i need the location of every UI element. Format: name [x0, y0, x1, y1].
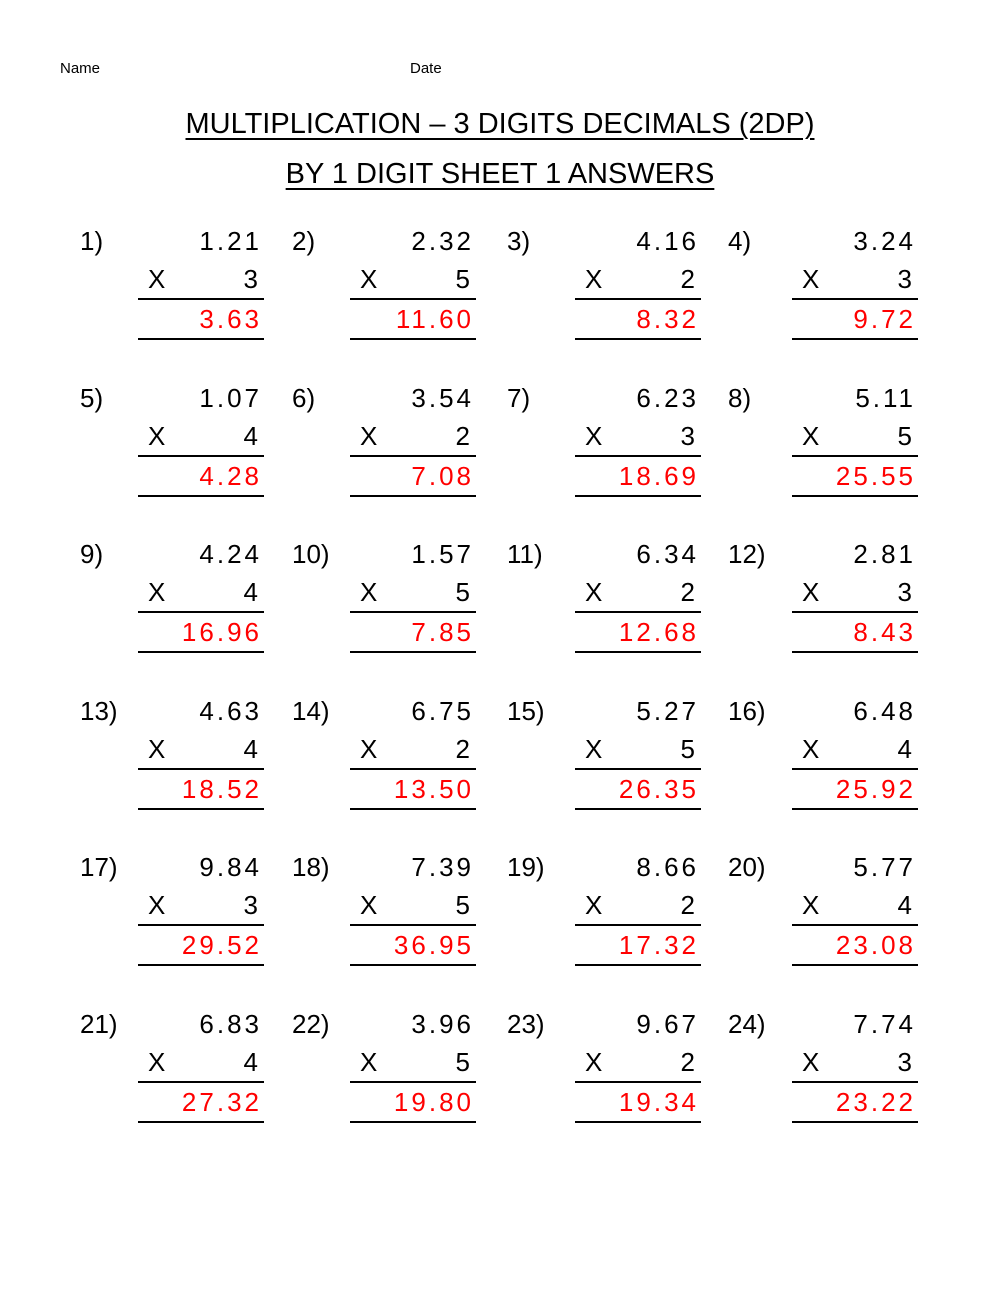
problem-number: 16) [728, 696, 766, 726]
multiplicand: 6.83 [199, 1009, 262, 1039]
multiplier: 2 [680, 1047, 695, 1077]
multiply-sign: X [360, 734, 378, 764]
multiplier-row [792, 421, 918, 457]
problem-number: 8) [728, 383, 752, 413]
multiplier: 2 [680, 264, 695, 294]
multiplicand: 9.84 [199, 852, 262, 882]
answer-row [575, 617, 701, 653]
answer: 9.72 [853, 304, 916, 334]
multiplier-row [350, 577, 476, 613]
answer: 26.35 [618, 774, 699, 804]
answer-row [138, 774, 264, 810]
multiplicand: 8.66 [636, 852, 699, 882]
multiplier: 4 [897, 890, 912, 920]
name-label: Name [60, 60, 101, 77]
multiplier-row [138, 421, 264, 457]
answer: 25.55 [835, 461, 916, 491]
answer-row [792, 304, 918, 340]
answer: 11.60 [395, 304, 474, 334]
multiplier: 3 [897, 1047, 912, 1077]
answer-row [792, 617, 918, 653]
multiplicand: 9.67 [636, 1009, 699, 1039]
answer: 4.28 [199, 461, 262, 491]
multiply-sign: X [585, 264, 603, 294]
multiplier-row [792, 577, 918, 613]
multiplicand: 2.32 [411, 226, 474, 256]
multiplier-row [575, 264, 701, 300]
answer-row [792, 774, 918, 810]
multiplier-row [792, 734, 918, 770]
problem-5 [80, 383, 264, 513]
answer: 17.32 [618, 930, 699, 960]
answer: 8.43 [853, 617, 916, 647]
multiply-sign: X [585, 577, 603, 607]
multiply-sign: X [148, 734, 166, 764]
multiplicand: 5.27 [636, 696, 699, 726]
multiplicand: 1.07 [199, 383, 262, 413]
multiply-sign: X [148, 577, 166, 607]
multiplier-row [138, 890, 264, 926]
multiplier: 4 [243, 421, 258, 451]
multiplicand: 3.24 [853, 226, 916, 256]
problem-number: 9) [80, 539, 104, 569]
answer-row [792, 930, 918, 966]
multiply-sign: X [585, 1047, 603, 1077]
multiplier: 2 [455, 734, 470, 764]
multiplier: 3 [243, 264, 258, 294]
problem-number: 5) [80, 383, 104, 413]
problem-number: 3) [507, 226, 531, 256]
answer-row [138, 1087, 264, 1123]
title-line-2: BY 1 DIGIT SHEET 1 ANSWERS [285, 158, 715, 190]
multiplicand: 5.11 [855, 383, 916, 413]
multiplier-row [138, 577, 264, 613]
multiply-sign: X [148, 264, 166, 294]
multiplier-row [350, 264, 476, 300]
problem-24 [728, 1009, 918, 1139]
problem-6 [292, 383, 476, 513]
multiplier-row [792, 264, 918, 300]
multiplicand: 2.81 [853, 539, 916, 569]
problem-23 [507, 1009, 701, 1139]
problem-4 [728, 226, 918, 356]
multiplier-row [350, 421, 476, 457]
multiplier-row [792, 1047, 918, 1083]
multiplier: 5 [455, 1047, 470, 1077]
answer: 36.95 [393, 930, 474, 960]
multiplier: 5 [680, 734, 695, 764]
answer: 7.85 [411, 617, 474, 647]
problem-number: 12) [728, 539, 766, 569]
problem-number: 15) [507, 696, 545, 726]
multiplicand: 3.54 [411, 383, 474, 413]
multiplier-row [138, 264, 264, 300]
multiplier: 4 [243, 1047, 258, 1077]
multiplier: 3 [897, 577, 912, 607]
problem-number: 6) [292, 383, 316, 413]
answer-row [138, 617, 264, 653]
multiplier-row [350, 890, 476, 926]
answer: 29.52 [181, 930, 262, 960]
answer-row [575, 461, 701, 497]
answer: 18.69 [618, 461, 699, 491]
answer: 13.50 [393, 774, 474, 804]
title-line-1: MULTIPLICATION – 3 DIGITS DECIMALS (2DP) [185, 108, 815, 140]
multiply-sign: X [802, 1047, 820, 1077]
multiplier-row [350, 1047, 476, 1083]
multiplier-row [350, 734, 476, 770]
multiplicand: 4.63 [199, 696, 262, 726]
multiply-sign: X [148, 421, 166, 451]
problem-number: 2) [292, 226, 316, 256]
multiplier: 5 [897, 421, 912, 451]
problem-number: 1) [80, 226, 104, 256]
answer-row [575, 1087, 701, 1123]
answer: 3.63 [199, 304, 262, 334]
problem-number: 13) [80, 696, 118, 726]
date-label: Date [410, 60, 442, 77]
multiplier-row [575, 890, 701, 926]
multiplier: 3 [897, 264, 912, 294]
multiplier: 2 [680, 890, 695, 920]
problem-16 [728, 696, 918, 826]
multiply-sign: X [802, 264, 820, 294]
multiplier: 4 [243, 734, 258, 764]
problem-15 [507, 696, 701, 826]
answer-row [350, 304, 476, 340]
problem-number: 24) [728, 1009, 766, 1039]
problem-3 [507, 226, 701, 356]
multiplicand: 3.96 [411, 1009, 474, 1039]
problem-number: 21) [80, 1009, 118, 1039]
problem-21 [80, 1009, 264, 1139]
multiply-sign: X [802, 890, 820, 920]
answer: 25.92 [835, 774, 916, 804]
problem-12 [728, 539, 918, 669]
multiplicand: 1.57 [411, 539, 474, 569]
answer-row [575, 304, 701, 340]
multiplier: 4 [897, 734, 912, 764]
multiplier: 2 [455, 421, 470, 451]
answer-row [792, 1087, 918, 1123]
problem-number: 4) [728, 226, 752, 256]
problem-20 [728, 852, 918, 982]
multiplier: 4 [243, 577, 258, 607]
answer: 23.08 [835, 930, 916, 960]
multiplier: 3 [243, 890, 258, 920]
multiply-sign: X [360, 890, 378, 920]
answer: 23.22 [835, 1087, 916, 1117]
multiplicand: 4.16 [636, 226, 699, 256]
problem-10 [292, 539, 476, 669]
multiply-sign: X [148, 890, 166, 920]
answer: 12.68 [618, 617, 699, 647]
multiplier: 5 [455, 890, 470, 920]
answer: 18.52 [181, 774, 262, 804]
multiplicand: 7.74 [853, 1009, 916, 1039]
multiplier: 5 [455, 264, 470, 294]
multiplicand: 6.23 [636, 383, 699, 413]
answer: 19.34 [618, 1087, 699, 1117]
problem-number: 19) [507, 852, 545, 882]
multiply-sign: X [585, 421, 603, 451]
problem-1 [80, 226, 264, 356]
answer-row [792, 461, 918, 497]
answer-row [138, 304, 264, 340]
answer-row [575, 930, 701, 966]
answer-row [138, 930, 264, 966]
answer-row [350, 1087, 476, 1123]
multiplicand: 5.77 [853, 852, 916, 882]
multiplier-row [575, 734, 701, 770]
answer-row [350, 930, 476, 966]
multiplier: 3 [680, 421, 695, 451]
multiplier-row [138, 734, 264, 770]
problem-9 [80, 539, 264, 669]
problem-8 [728, 383, 918, 513]
problem-number: 11) [507, 539, 543, 569]
answer-row [350, 461, 476, 497]
problem-18 [292, 852, 476, 982]
problem-11 [507, 539, 701, 669]
multiplicand: 6.75 [411, 696, 474, 726]
problem-13 [80, 696, 264, 826]
problem-2 [292, 226, 476, 356]
multiply-sign: X [585, 890, 603, 920]
answer: 16.96 [181, 617, 262, 647]
answer-row [575, 774, 701, 810]
problem-22 [292, 1009, 476, 1139]
answer: 19.80 [393, 1087, 474, 1117]
problem-number: 14) [292, 696, 330, 726]
problem-17 [80, 852, 264, 982]
multiply-sign: X [585, 734, 603, 764]
answer: 27.32 [181, 1087, 262, 1117]
answer: 7.08 [411, 461, 474, 491]
problem-19 [507, 852, 701, 982]
multiply-sign: X [802, 577, 820, 607]
multiplicand: 7.39 [411, 852, 474, 882]
multiplier-row [575, 577, 701, 613]
multiplicand: 6.48 [853, 696, 916, 726]
multiply-sign: X [360, 421, 378, 451]
answer: 8.32 [636, 304, 699, 334]
problem-number: 20) [728, 852, 766, 882]
answer-row [138, 461, 264, 497]
problem-7 [507, 383, 701, 513]
problem-number: 18) [292, 852, 330, 882]
problem-number: 22) [292, 1009, 330, 1039]
multiply-sign: X [148, 1047, 166, 1077]
multiply-sign: X [360, 264, 378, 294]
problem-number: 7) [507, 383, 531, 413]
problem-number: 17) [80, 852, 118, 882]
multiplier-row [575, 1047, 701, 1083]
multiplier: 2 [680, 577, 695, 607]
multiplicand: 6.34 [636, 539, 699, 569]
problem-number: 23) [507, 1009, 545, 1039]
answer-row [350, 617, 476, 653]
multiply-sign: X [802, 421, 820, 451]
problem-number: 10) [292, 539, 330, 569]
answer-row [350, 774, 476, 810]
multiplicand: 1.21 [199, 226, 262, 256]
multiplier-row [575, 421, 701, 457]
multiply-sign: X [360, 577, 378, 607]
multiply-sign: X [360, 1047, 378, 1077]
multiplier: 5 [455, 577, 470, 607]
problem-14 [292, 696, 476, 826]
multiplier-row [792, 890, 918, 926]
multiply-sign: X [802, 734, 820, 764]
multiplicand: 4.24 [199, 539, 262, 569]
multiplier-row [138, 1047, 264, 1083]
